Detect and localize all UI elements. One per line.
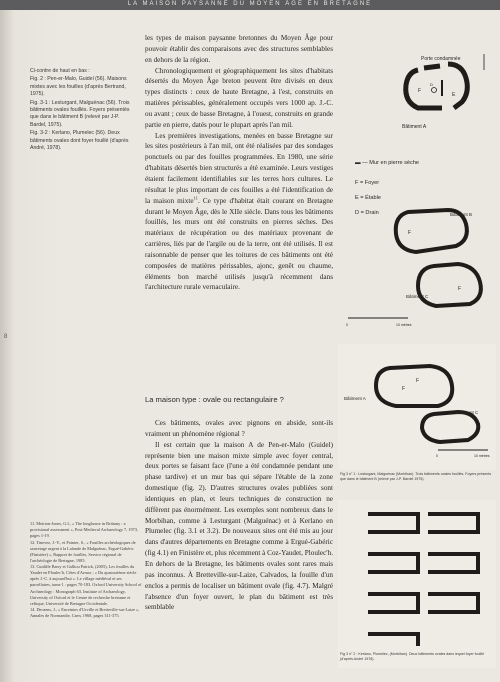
body-paragraph: Chronologiquement et géographiquement les sites d'habitats désertés du Moyen Âge breton peuvent être divisés en deux types distincts : ceux de haute Bretagne, à l'est, construits en matières périssables, généralement occupés vers 1000 ap. J.-C. ou avant ; ceux de basse Bretagne, à l'ouest, construits en grande partie en pierre, datés pour le plupart après l'an mil.: [145, 66, 333, 129]
fig2-label-porte: Porte condamnée: [421, 56, 461, 62]
footnote: 14. Decaens, J., « Enceintes d'Urville et Bretteville-sur-Laize », Annales de Normandie, Caen, 1968, pages 311-375.: [30, 607, 140, 619]
running-head-band: [0, 0, 500, 10]
body-text-upper: [145, 33, 333, 293]
legend-label: Mur en pierre sèche: [369, 160, 420, 166]
margin-caption: Fig. 2 : Pen-er-Malo, Guidel (56). Maisons mixtes avec les fouilles (d'après Bertrand, 1975).: [30, 76, 127, 98]
fig3-2-label-f: F: [402, 386, 406, 392]
running-head: LA MAISON PAYSANNE DU MOYEN ÂGE EN BRETAGNE: [127, 1, 373, 7]
fig3-1-scale-end: 10 mètres: [396, 323, 412, 327]
fig3-2-label-batiment-c: Bâtiment C: [456, 410, 479, 415]
lower-plan-wall: [428, 514, 478, 532]
footnote: 12. Tinevez, J.-Y., et Pointer, S., « Fouilles archéologiques de sauvetage urgent à la Lalande de Malguénac, Ergué-Gabéric (Finistère) », Rapport de fouilles, Service régional de l'archéologie de Bretagne, 1985.: [30, 539, 136, 563]
lower-plan-wall: [428, 594, 478, 612]
legend-key: F: [355, 180, 359, 186]
fig3-1-label-f: F: [408, 230, 412, 236]
fig3-2-scale-end: 10 mètres: [474, 454, 490, 458]
body-paragraph: Il est certain que la maison A de Pen-er-Malo (Guidel) représente bien une maison mixte simple avec foyer central, deux portes se faisant face (l'une a été condamnée pendant une phase tardive) et un mur bas qui sépare l'étable de la zone domestique (fig. 2). D'autres structures ovales publiées sont identiques en plan, et leurs techniques de construction ne diffèrent pas énormément. Les exemples sont nombreux dans le Morbihan, comme à Lesturgant (Malguénac) et à Kerlano en Plumelec (fig. 3.1 et 3.2). De nouveaux sites ont été mis au jour dans d'autres départements en Bretagne comme à Ergué-Gabéric (fig 4.1) en Finistère et, plus récemment à Coz-Yaudet, Ploulec'h. En dehors de la Bretagne, les bâtiments ovales sont rares mais pas inconnus. À Bretteville-sur-Laize, Calvados, la fouille d'un enclos a permis de localiser un bâtiment ovale (fig. 4.7). Malgré l'absence d'un foyer ouvert, le plan du bâtiment est très semblable: [145, 440, 333, 612]
fig3-1-label-batiment-c: Bâtiment C: [406, 294, 429, 299]
figure-3-2-caption: Fig 3 n° 2 : Kerlano, Plumelec, (Morbihan). Deux bâtiments ovales dans lequel foyer fouillé (d'après André 1978).: [340, 652, 485, 661]
fig2-hearth: [432, 88, 437, 93]
figure-2-plan: [338, 50, 494, 140]
body-paragraph: les types de maison paysanne bretonnes du Moyen Âge pour pouvoir établir des comparaisons avec des structures semblables en dehors de la région.: [145, 34, 333, 64]
fig2-label-d: D: [430, 82, 433, 87]
body-paragraph-cont: Dans tous les bâtiments fouillés, les murs ont été construits en pierres sèches. Des matériaux de récupération ou des matériaux provenant de carrières, liés par de l'argile ou de la terre, ont été utilisés. Il est raisonnable de penser que les toitures de ces bâtiments ont été composées de matières périssables, ajonc, genêt ou chaume, éléments bon marché utilisés jusqu'à récemment dans l'architecture rurale vernaculaire.: [145, 207, 334, 292]
legend-label: Foyer: [364, 180, 380, 186]
figure-3-1-plan: [338, 206, 496, 334]
legend-label: Drain: [365, 210, 379, 216]
lower-plan-wall: [368, 594, 418, 612]
lower-plan-wall: [368, 634, 418, 646]
legend-item: F = Foyer: [355, 180, 380, 186]
fig2-wall: [448, 64, 467, 108]
fig3-2-batiment-c-wall: [422, 412, 478, 442]
fig2-label-e: E: [452, 92, 456, 98]
section-title: La maison type : ovale ou rectangulaire ?: [145, 395, 284, 404]
margin-caption: Fig. 3-1 : Lesturgant, Malguénac (56). Trois bâtiments ovales fouillés. Foyers présentés que dans le bâtiment B (relevé par J-P. Bardel, 1975).: [30, 99, 130, 128]
fig3-1-batiment-c-wall: [418, 264, 481, 306]
footnote: 11. Meirion-Jones, G.I., « The longhouse in Brittany : a provisional assessment », Post-Medieval Archaeology 7, 1973, pages 1-19.: [30, 521, 139, 539]
figure-3-2-plan: [338, 344, 496, 470]
margin-captions: [30, 68, 130, 153]
lower-plan-wall: [368, 554, 418, 572]
legend-label: Étable: [365, 195, 381, 201]
footnote-ref: 11: [193, 195, 198, 201]
body-paragraph: [145, 131, 333, 294]
fig2-wall: [424, 66, 440, 68]
fig3-2-label-batiment-a: Bâtiment A: [344, 396, 366, 401]
legend-key-wall: ▬: [355, 160, 361, 166]
fig3-2-scale-start: 0: [436, 454, 438, 458]
fig3-2-label-f2: F: [416, 378, 420, 384]
legend-key: D: [355, 210, 360, 216]
lower-plan-wall: [428, 554, 478, 572]
fig2-label-batiment-a: Bâtiment A: [402, 124, 427, 130]
page-number: 8: [4, 334, 8, 340]
fig3-1-scale-start: 0: [346, 323, 348, 327]
fig2-label-f: F: [418, 88, 422, 94]
margin-caption: Fig. 3-2 : Kerlano, Plumelec (56). Deux bâtiments ovales dont foyer fouillé (d'après André, 1978).: [30, 130, 129, 152]
legend-item: E = Étable: [355, 195, 381, 201]
body-paragraph-text: Les premières investigations, menées en basse Bretagne sur les sites postérieurs à l'an mil, ont été réalisées par des sondages ponctuels ou par des fouilles programmées. En 1980, une série d'habitats désertés bien structurés a été examinée. Leurs vestiges étaient facilement identifiables sur les terres hors cultures. Le résultat le plus important de ces fouilles a été l'identification de la maison mixte: [145, 131, 333, 205]
lower-plan-wall: [368, 514, 418, 532]
body-paragraph-tail: . Ce type d'habitat était courant en Bretagne durant le Moyen Âge, dès le XIIe siècle.: [145, 196, 333, 216]
footnotes: [30, 521, 142, 620]
figure-3-1-caption: Fig 3 n° 1 : Lesturgant, Malguénac (Morbihan). Trois bâtiments ovales fouillés. Foyers présents que dans le bâtiment B (relevé par J-P. Bardel 1975).: [340, 472, 492, 481]
figure-3-2-lower-plan: [338, 500, 496, 652]
legend-key: E: [355, 195, 359, 201]
legend-item: D = Drain: [355, 210, 379, 216]
legend-item: ▬ — Mur en pierre sèche: [355, 160, 420, 166]
fig3-2-batiment-a-wall: [376, 366, 452, 406]
margin-caption: Ci-contre de haut en bas :: [30, 68, 90, 74]
fig3-1-label-batiment-b: Bâtiment B: [450, 212, 473, 217]
fig3-1-label-f2: F: [458, 286, 462, 292]
body-paragraph: Ces bâtiments, ovales avec pignons en abside, sont-ils vraiment un phénomène régional ?: [145, 419, 333, 438]
body-text-lower: [145, 418, 333, 613]
footnote: 13. Cunliffe Barry et Galliou Patrick, (2005), Les fouilles du Yaudet en Ploulec'h, Côtes d'Armor ; « Du quatorzième siècle après J.-C. à aujourd'hui ». Le village médiéval et ses parcellaires, tome 1 : pages 70-183. Oxford University School of Archaeology : Monograph 63, Institute of Archaeology, University of Oxford et le Centre de recherche bretonne et celtique, Université de Bretagne Occidentale.: [30, 564, 142, 606]
